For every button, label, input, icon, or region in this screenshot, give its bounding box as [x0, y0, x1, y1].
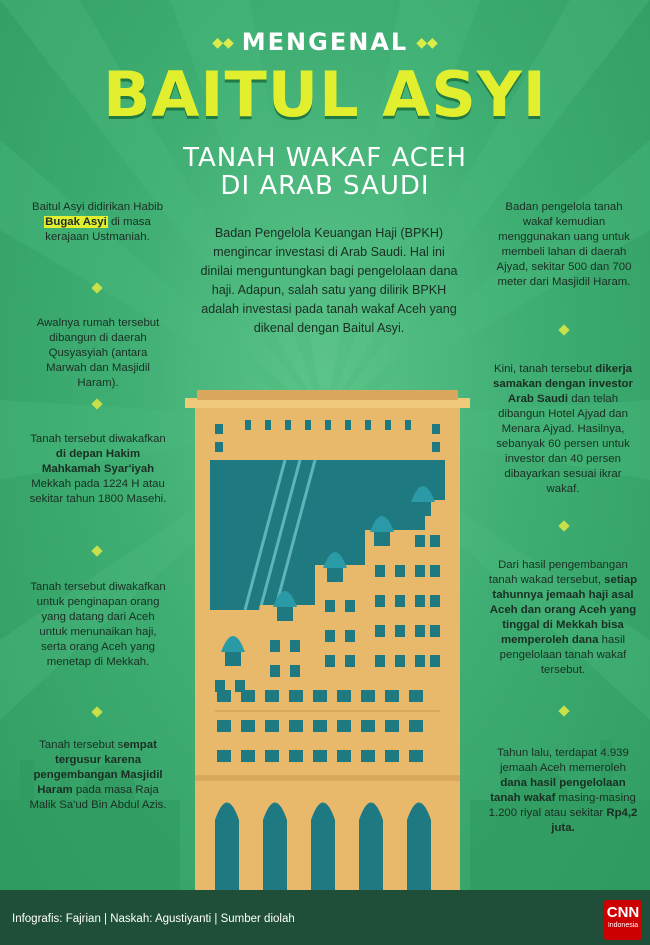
left-fact-5: Tanah tersebut sempat tergusur karena pengembangan Masjidil Haram pada masa Raja Malik Sa'ud Bin Abdul Azis. [29, 739, 167, 811]
cnn-logo: CNN Indonesia [604, 900, 642, 940]
credit-line: Infografis: Fajrian | Naskah: Agustiyanti | Sumber diolah [12, 913, 295, 925]
right-fact-2: Kini, tanah tersebut dikerja samakan dengan investor Arab Saudi dan telah dibangun Hotel Ajyad dan Menara Ajyad. Hasilnya, sebanyak 60 persen untuk investor dan 40 persen dibayarkan sesuai ikrar wakaf. [493, 363, 633, 495]
right-fact-1: Badan pengelola tanah wakaf kemudian menggunakan uang untuk membeli lahan di daerah Ajyad, sekitar 500 dan 700 meter dari Masjidil Haram. [496, 201, 632, 288]
left-fact-1: Baitul Asyi didirikan Habib Bugak Asyi di masa kerajaan Ustmaniah. [31, 201, 164, 243]
subtitle-line-2: DI ARAB SAUDI [220, 171, 430, 201]
subtitle-line-1: TANAH WAKAF ACEH [183, 143, 467, 173]
left-fact-4: Tanah tersebut diwakafkan untuk penginapan orang yang datang dari Aceh untuk menunaikan haji, serta orang Aceh yang menetap di Mekkah. [30, 581, 166, 668]
ornament-right-icon: ◆◆ [416, 35, 438, 51]
main-title: BAITUL ASYI [103, 58, 547, 131]
right-fact-3: Dari hasil pengembangan tanah wakad tersebut, setiap tahunnya jemaah haji asal Aceh dan orang Aceh yang tinggal di Mekkah bisa memperoleh dana hasil pengelolaan tanah wakaf tersebut. [488, 559, 638, 676]
building-illustration [185, 390, 470, 890]
ornament-left-icon: ◆◆ [212, 35, 234, 51]
left-fact-3: Tanah tersebut diwakafkan di depan Hakim Mahkamah Syar'iyah Mekkah pada 1224 H atau sekitar tahun 1800 Masehi. [29, 433, 167, 505]
left-fact-2: Awalnya rumah tersebut dibangun di daerah Qusyasyiah (antara Marwah dan Masjidil Haram). [36, 317, 160, 389]
right-fact-4: Tahun lalu, terdapat 4.939 jemaah Aceh memeroleh dana hasil pengelolaan tanah wakaf masing-masing 1.200 riyal atau sekitar Rp4,2 juta. [488, 747, 638, 834]
kicker-heading: ◆◆ MENGENAL ◆◆ [212, 28, 438, 56]
intro-paragraph: Badan Pengelola Keuangan Haji (BPKH) mengincar investasi di Arab Saudi. Hal ini dinilai menguntungkan bagi pengelolaan dana haji. Adapun, salah satu yang dilirik BPKH adalah investasi pada tanah wakaf Aceh yang dikenal dengan Baitul Asyi. [200, 226, 458, 335]
